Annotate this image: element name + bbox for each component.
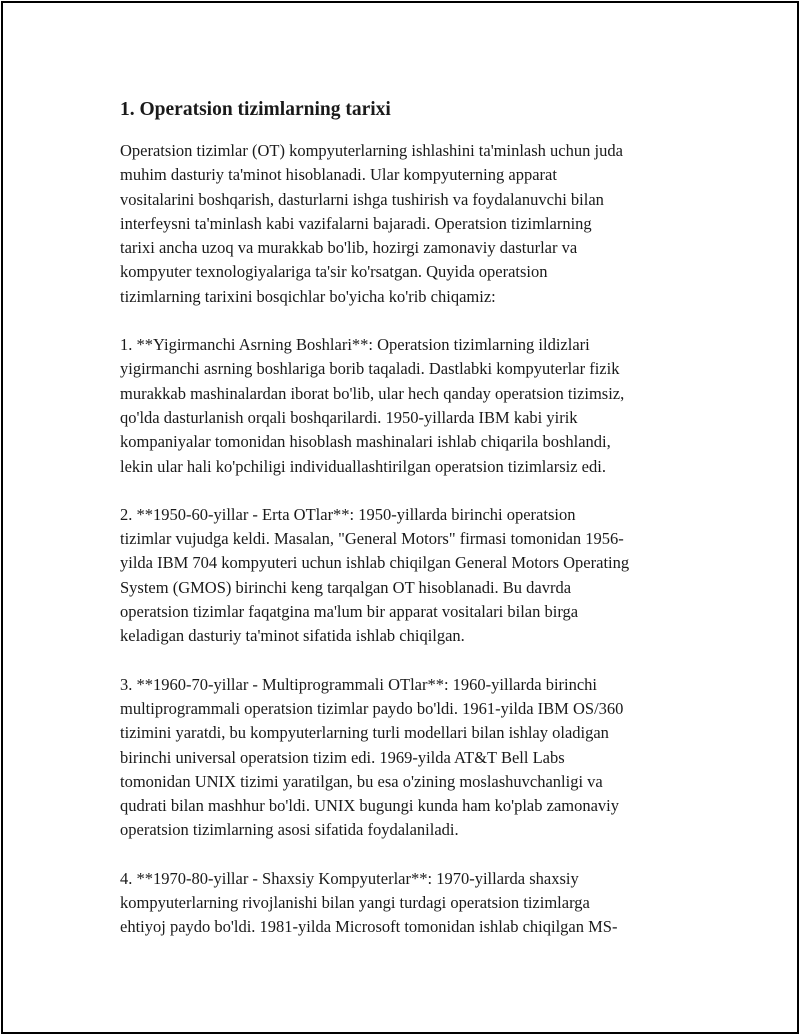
document-page — [1, 1, 799, 1034]
document-content — [120, 97, 690, 964]
paragraph-item-1: 1. **Yigirmanchi Asrning Boshlari**: Operatsion tizimlarning ildizlari yigirmanchi asrning boshlariga borib taqaladi. Dastlabki kompyuterlar fizik murakkab mashinalardan iborat bo'lib, ular hech qanday operatsion tizimsiz, qo'lda dasturlanish orqali boshqarilardi. 1950-yillarda IBM kabi yirik kompaniyalar tomonidan hisoblash mashinalari ishlab chiqarila boshlandi, lekin ular hali ko'pchiligi individuallashtirilgan operatsion tizimlarsiz edi. — [120, 335, 625, 476]
paragraph-item-3: 3. **1960-70-yillar - Multiprogrammali OTlar**: 1960-yillarda birinchi multiprogrammali operatsion tizimlar paydo bo'ldi. 1961-yilda IBM OS/360 tizimini yaratdi, bu kompyuterlarning turli modellari bilan ishlay oladigan birinchi universal operatsion tizim edi. 1969-yilda AT&T Bell Labs tomonidan UNIX tizimi yaratilgan, bu esa o'zining moslashuvchanligi va qudrati bilan mashhur bo'ldi. UNIX bugungi kunda ham ko'plab zamonaviy operatsion tizimlarning asosi sifatida foydalaniladi. — [120, 674, 624, 840]
document-heading: 1. Operatsion tizimlarning tarixi — [120, 99, 391, 120]
paragraph-item-4: 4. **1970-80-yillar - Shaxsiy Kompyuterlar**: 1970-yillarda shaxsiy kompyuterlarning rivojlanishi bilan yangi turdagi operatsion tizimlarga ehtiyoj paydo bo'ldi. 1981-yilda Microsoft tomonidan ishlab chiqilgan MS- — [120, 868, 618, 937]
paragraph-item-2: 2. **1950-60-yillar - Erta OTlar**: 1950-yillarda birinchi operatsion tizimlar vujudga keldi. Masalan, "General Motors" firmasi tomonidan 1956- yilda IBM 704 kompyuteri uchun ishlab chiqilgan General Motors Operating System (GMOS) birinchi keng tarqalgan OT hisoblanadi. Bu davrda operatsion tizimlar faqatgina ma'lum bir apparat vositalari bilan birga keladigan dasturiy ta'minot sifatida ishlab chiqilgan. — [120, 504, 630, 646]
intro-paragraph: Operatsion tizimlar (OT) kompyuterlarning ishlashini ta'minlash uchun juda muhim dasturiy ta'minot hisoblanadi. Ular kompyuterning apparat vositalarini boshqarish, dasturlarni ishga tushirish va foydalanuvchi bilan interfeysni ta'minlash kabi vazifalarni bajaradi. Operatsion tizimlarning tarixi ancha uzoq va murakkab bo'lib, hozirgi zamonaviy dasturlar va kompyuter texnologiyalariga ta'sir ko'rsatgan. Quyida operatsion tizimlarning tarixini bosqichlar bo'yicha ko'rib chiqamiz: — [120, 141, 623, 306]
